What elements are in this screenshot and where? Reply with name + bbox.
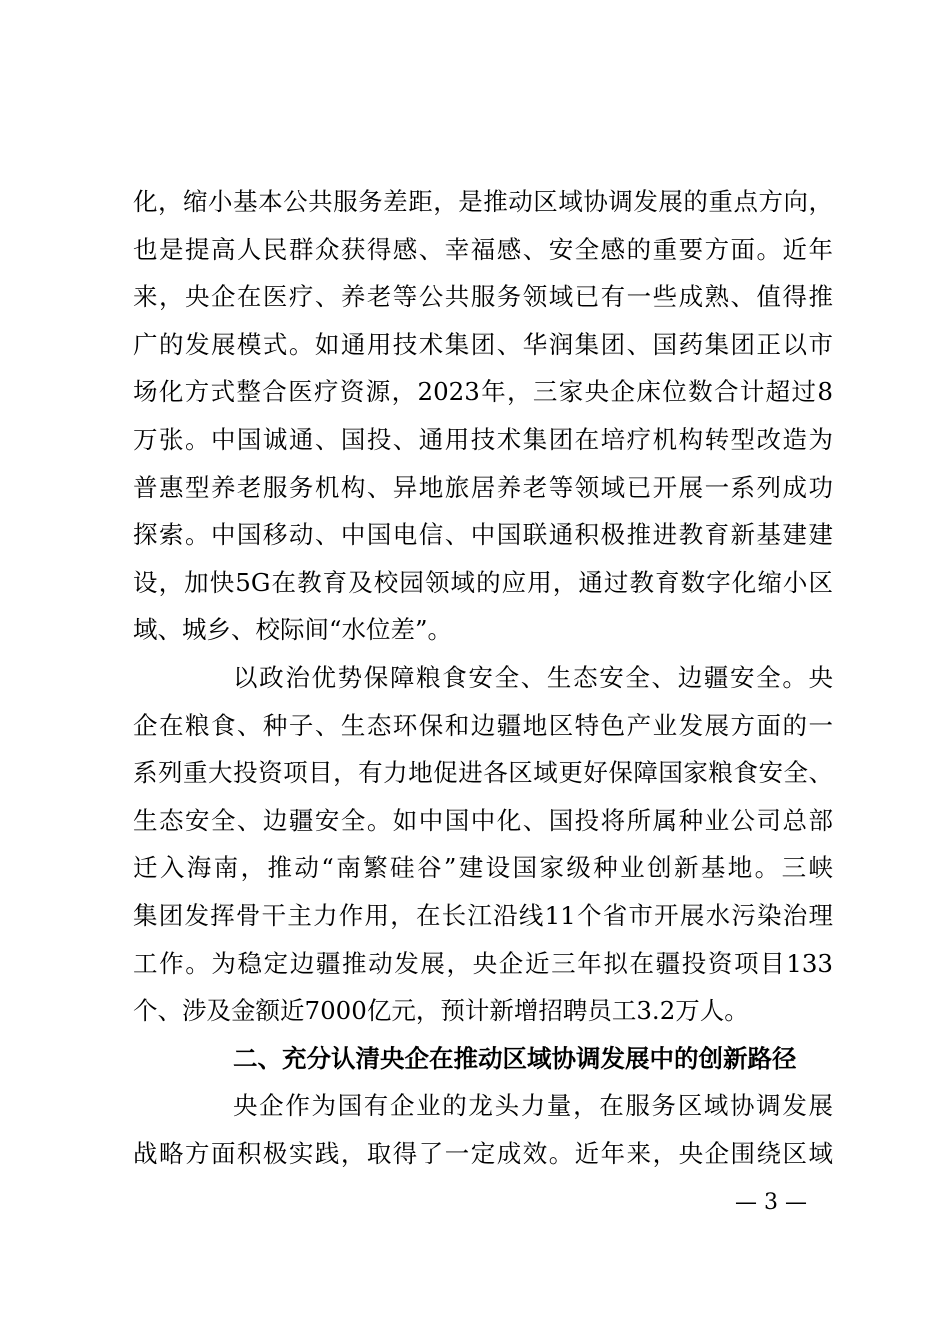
text-line: 个、涉及金额近7000亿元，预计新增招聘员工3.2万人。 (133, 996, 749, 1026)
text-line: 场化方式整合医疗资源，2023年，三家央企床位数合计超过8 (133, 377, 833, 407)
text-line: 广的发展模式。如通用技术集团、华润集团、国药集团正以市 (133, 329, 833, 359)
text-line: 企在粮食、种子、生态环保和边疆地区特色产业发展方面的一 (133, 710, 833, 740)
text-line: 集团发挥骨干主力作用，在长江沿线11个省市开展水污染治理 (133, 900, 833, 930)
text-line: 来，央企在医疗、养老等公共服务领域已有一些成熟、值得推 (133, 282, 833, 312)
text-line: 探索。中国移动、中国电信、中国联通积极推进教育新基建建 (133, 520, 833, 550)
text-line: 万张。中国诚通、国投、通用技术集团在培疗机构转型改造为 (133, 424, 833, 454)
section-heading: 二、充分认清央企在推动区域协调发展中的创新路径 (233, 1043, 797, 1073)
text-line: 也是提高人民群众获得感、幸福感、安全感的重要方面。近年 (133, 234, 833, 264)
text-line: 系列重大投资项目，有力地促进各区域更好保障国家粮食安全、 (133, 758, 833, 788)
text-line: 生态安全、边疆安全。如中国中化、国投将所属种业公司总部 (133, 805, 833, 835)
text-line: 工作。为稳定边疆推动发展，央企近三年拟在疆投资项目133 (133, 948, 833, 978)
text-line: 化，缩小基本公共服务差距，是推动区域协调发展的重点方向， (133, 187, 833, 216)
text-line: 普惠型养老服务机构、异地旅居养老等领域已开展一系列成功 (133, 472, 833, 502)
page-number: — 3 — (735, 1190, 807, 1215)
body-text (133, 178, 833, 1177)
text-line: 域、城乡、校际间“水位差”。 (133, 615, 453, 645)
paragraph-first-line: 以政治优势保障粮食安全、生态安全、边疆安全。央 (233, 662, 833, 692)
text-line: 设，加快5G在教育及校园领域的应用，通过教育数字化缩小区 (133, 567, 833, 597)
text-line: 战略方面积极实践，取得了一定成效。近年来，央企围绕区域 (133, 1138, 833, 1168)
paragraph-first-line: 央企作为国有企业的龙头力量，在服务区域协调发展 (233, 1091, 833, 1121)
text-line: 迁入海南，推动“南繁硅谷”建设国家级种业创新基地。三峡 (133, 853, 833, 883)
